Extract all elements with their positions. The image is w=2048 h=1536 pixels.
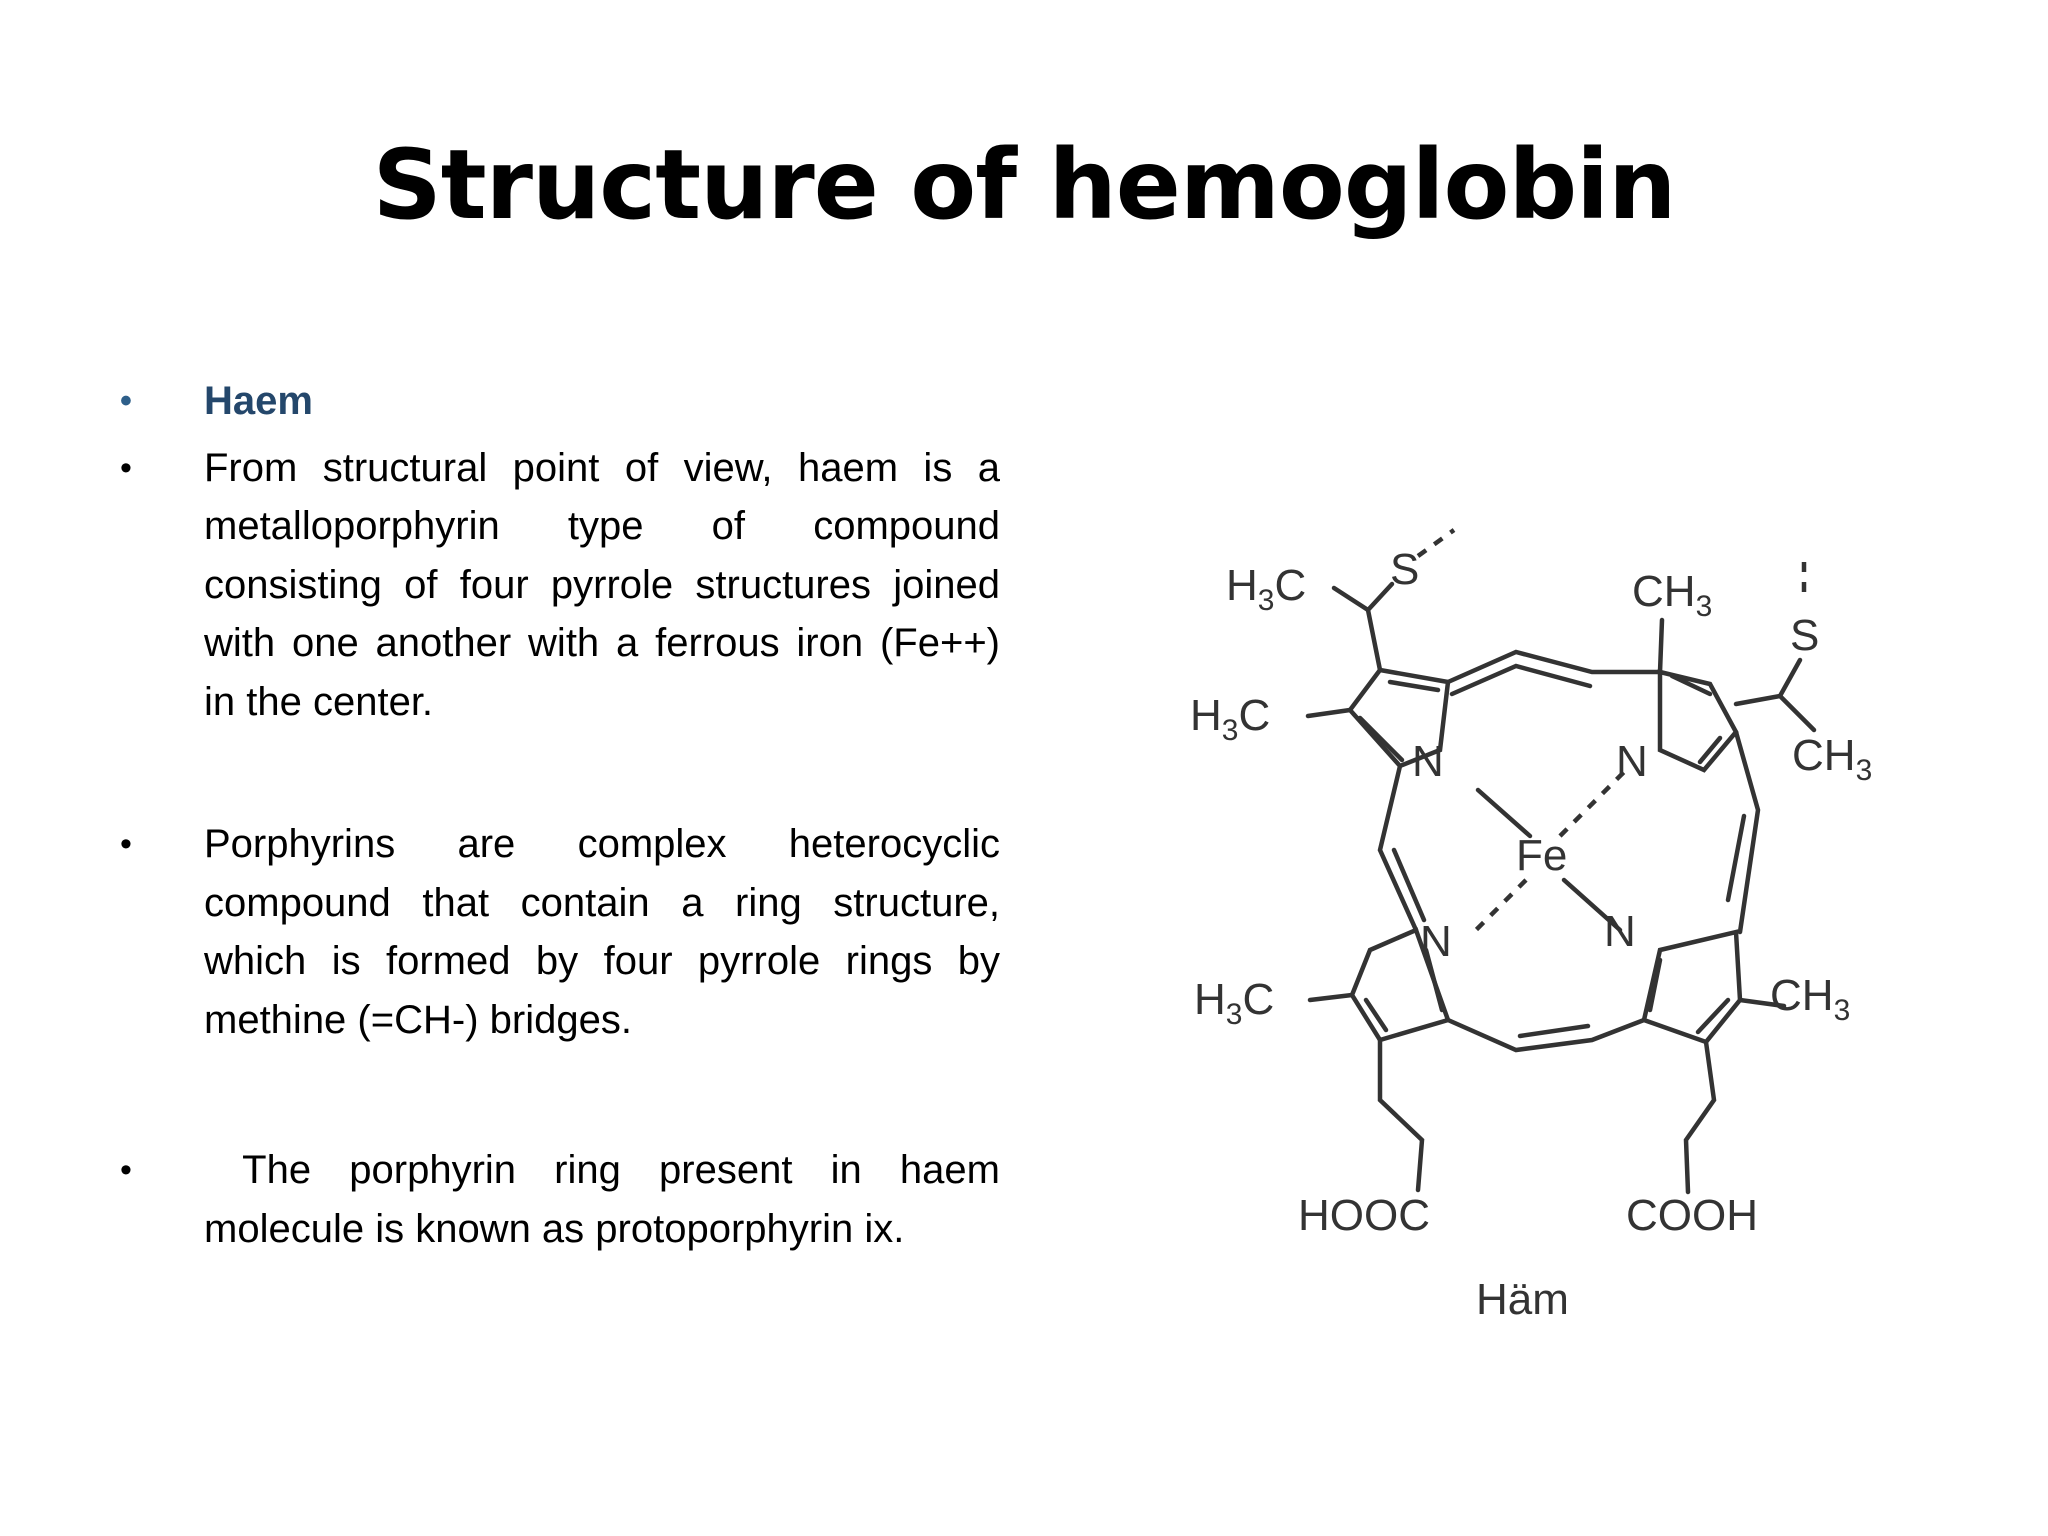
bullet-item (120, 439, 1000, 732)
diagram-caption: Häm (1476, 1275, 1569, 1324)
slide-title: Structure of hemoglobin (372, 129, 1676, 241)
label-ch3-bottom: $CH_3$ (1770, 971, 1851, 1027)
bullet-item (120, 815, 1000, 1049)
bullet-marker: • (120, 1151, 132, 1189)
bullet-text: The porphyrin ring present in haem molecule is known as protoporphyrin ix. (204, 1148, 1012, 1251)
bullet-list (120, 372, 1012, 1258)
label-cooh: COOH (1626, 1191, 1758, 1240)
bullet-text: Haem (204, 379, 313, 423)
label-nitrogen-4: N (1604, 907, 1636, 956)
label-sulfur-left: S (1390, 545, 1420, 594)
bullet-marker: • (120, 382, 132, 420)
label-h3c-left: $H_3C$ (1190, 691, 1271, 747)
label-hooc: HOOC (1298, 1191, 1430, 1240)
haem-structure-svg (1180, 480, 1920, 1360)
label-ch3-right: $CH_3$ (1792, 731, 1873, 787)
label-sulfur-right: S (1790, 611, 1820, 660)
pyrrole-ring-bottom-right (1644, 932, 1740, 1042)
label-nitrogen-2: N (1616, 737, 1648, 786)
bullet-text: From structural point of view, haem is a metalloporphyrin type of compound consisting of four pyrrole structures joined with one another with a ferrous iron (Fe++) in the center. (204, 445, 1000, 724)
atom-labels (1190, 545, 1872, 1324)
label-iron: Fe (1516, 831, 1568, 880)
bullet-haem-heading (120, 372, 1000, 431)
pyrrole-ring-top-right (1660, 672, 1736, 770)
bullet-marker: • (120, 448, 132, 487)
label-nitrogen-3: N (1420, 917, 1452, 966)
bullet-text: Porphyrins are complex heterocyclic compound that contain a ring structure, which is formed by four pyrrole rings by methine (=CH-) bridges. (204, 822, 1000, 1042)
label-nitrogen-1: N (1412, 737, 1444, 786)
label-h3c-top: $H_3C$ (1226, 561, 1307, 617)
label-ch3-top: $CH_3$ (1632, 567, 1713, 623)
bullet-item (120, 1141, 1012, 1258)
bullet-marker: • (120, 825, 132, 863)
haem-structure-diagram (1180, 480, 1920, 1360)
label-h3c-bottom: $H_3C$ (1194, 975, 1275, 1031)
